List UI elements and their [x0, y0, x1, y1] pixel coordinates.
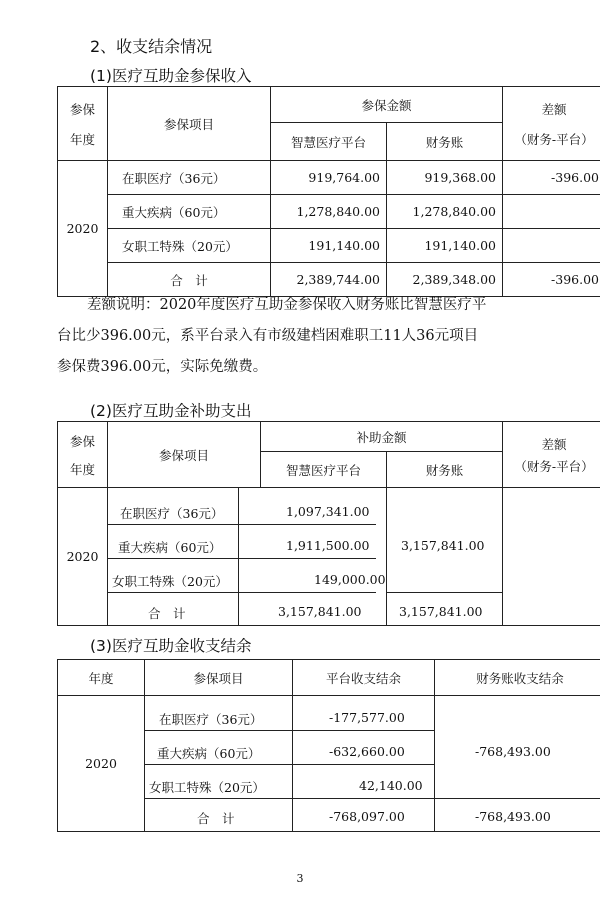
income-table [57, 86, 600, 297]
finance-merged-value: 3,157,841.00 [401, 538, 485, 553]
note-line-3: 参保费396.00元，实际免缴费。 [57, 359, 268, 375]
table1-title: (1)医疗互助金参保收入 [90, 67, 252, 85]
header-year-line1: 参保 [69, 433, 95, 449]
platform-value: 149,000.00 [314, 572, 386, 587]
balance-table [57, 659, 600, 832]
header-year-line2: 年度 [69, 461, 95, 477]
row-underline [145, 798, 435, 799]
header-item: 参保项目 [108, 422, 261, 488]
row-underline [386, 592, 503, 593]
total-finance: 2,389,348.00 [387, 263, 503, 297]
total-platform: 2,389,744.00 [271, 263, 387, 297]
year-cell: 2020 [58, 488, 108, 626]
item-label: 重大疾病（60元） [118, 540, 222, 555]
header-item: 参保项目 [145, 660, 293, 696]
header-finance: 财务账收支结余 [435, 660, 600, 696]
item-cell: 女职工特殊（20元） [108, 229, 271, 263]
header-year-line1: 参保 [69, 101, 95, 117]
diff-cell [503, 229, 600, 263]
header-item: 参保项目 [108, 87, 271, 161]
row-underline [145, 730, 435, 731]
page-number: 3 [296, 872, 304, 885]
row-underline [145, 764, 435, 765]
total-platform: -768,097.00 [329, 809, 405, 824]
total-label: 合 计 [148, 606, 186, 621]
platform-cell: 919,764.00 [271, 161, 387, 195]
table3-title: (3)医疗互助金收支结余 [90, 637, 252, 655]
header-year: 年度 [58, 660, 145, 696]
row-underline [108, 558, 376, 559]
diff-cell [503, 195, 600, 229]
column-divider [238, 488, 239, 626]
finance-merged-block [435, 696, 600, 832]
total-label: 合 计 [197, 811, 235, 826]
year-cell: 2020 [58, 696, 145, 832]
item-cell: 重大疾病（60元） [108, 195, 271, 229]
header-year [58, 422, 108, 488]
total-finance: 3,157,841.00 [399, 604, 483, 619]
item-label: 重大疾病（60元） [157, 746, 261, 761]
row-underline [108, 592, 376, 593]
row-underline [434, 798, 600, 799]
platform-value: 1,097,341.00 [286, 504, 370, 519]
item-label: 在职医疗（36元） [159, 712, 263, 727]
finance-cell: 191,140.00 [387, 229, 503, 263]
header-diff-line2: （财务-平台） [514, 458, 594, 474]
platform-value: 42,140.00 [359, 778, 423, 793]
header-diff [503, 422, 600, 488]
subsidy-items-block [108, 488, 387, 626]
item-label: 在职医疗（36元） [120, 506, 224, 521]
platform-cell: 1,278,840.00 [271, 195, 387, 229]
item-cell: 在职医疗（36元） [108, 161, 271, 195]
section-title: 2、收支结余情况 [90, 37, 213, 56]
platform-value: -632,660.00 [329, 744, 405, 759]
column-divider [292, 696, 293, 832]
header-platform: 智慧医疗平台 [271, 123, 387, 161]
header-diff-line2: （财务-平台） [514, 131, 594, 147]
header-amount: 补助金额 [261, 422, 503, 452]
subsidy-table [57, 421, 600, 626]
header-diff [503, 87, 600, 161]
diff-empty-cell [503, 488, 600, 626]
platform-value: -177,577.00 [329, 710, 405, 725]
finance-cell: 919,368.00 [387, 161, 503, 195]
item-label: 女职工特殊（20元） [149, 780, 265, 795]
header-year-line2: 年度 [69, 131, 95, 147]
balance-items-block [145, 696, 435, 832]
header-diff-line1: 差额 [541, 436, 567, 452]
row-underline [108, 524, 376, 525]
diff-cell: -396.00 [503, 161, 600, 195]
total-platform: 3,157,841.00 [278, 604, 362, 619]
finance-cell: 1,278,840.00 [387, 195, 503, 229]
table2-title: (2)医疗互助金补助支出 [90, 402, 252, 420]
total-label: 合 计 [108, 263, 271, 297]
platform-value: 1,911,500.00 [286, 538, 370, 553]
finance-merged-value: -768,493.00 [475, 744, 551, 759]
item-label: 女职工特殊（20元） [112, 574, 228, 589]
difference-note [57, 290, 597, 383]
header-platform: 智慧医疗平台 [261, 452, 387, 488]
note-line-1: 差额说明：2020年度医疗互助金参保收入财务账比智慧医疗平 [87, 297, 487, 313]
header-finance: 财务账 [387, 123, 503, 161]
header-year [58, 87, 108, 161]
header-amount: 参保金额 [271, 87, 503, 123]
total-finance: -768,493.00 [475, 809, 551, 824]
header-diff-line1: 差额 [541, 101, 567, 117]
header-finance: 财务账 [387, 452, 503, 488]
total-diff: -396.00 [503, 263, 600, 297]
header-platform: 平台收支结余 [293, 660, 435, 696]
note-line-2: 台比少396.00元，系平台录入有市级建档困难职工11人36元项目 [57, 328, 479, 344]
finance-merged-block [387, 488, 503, 626]
year-cell: 2020 [58, 161, 108, 297]
platform-cell: 191,140.00 [271, 229, 387, 263]
